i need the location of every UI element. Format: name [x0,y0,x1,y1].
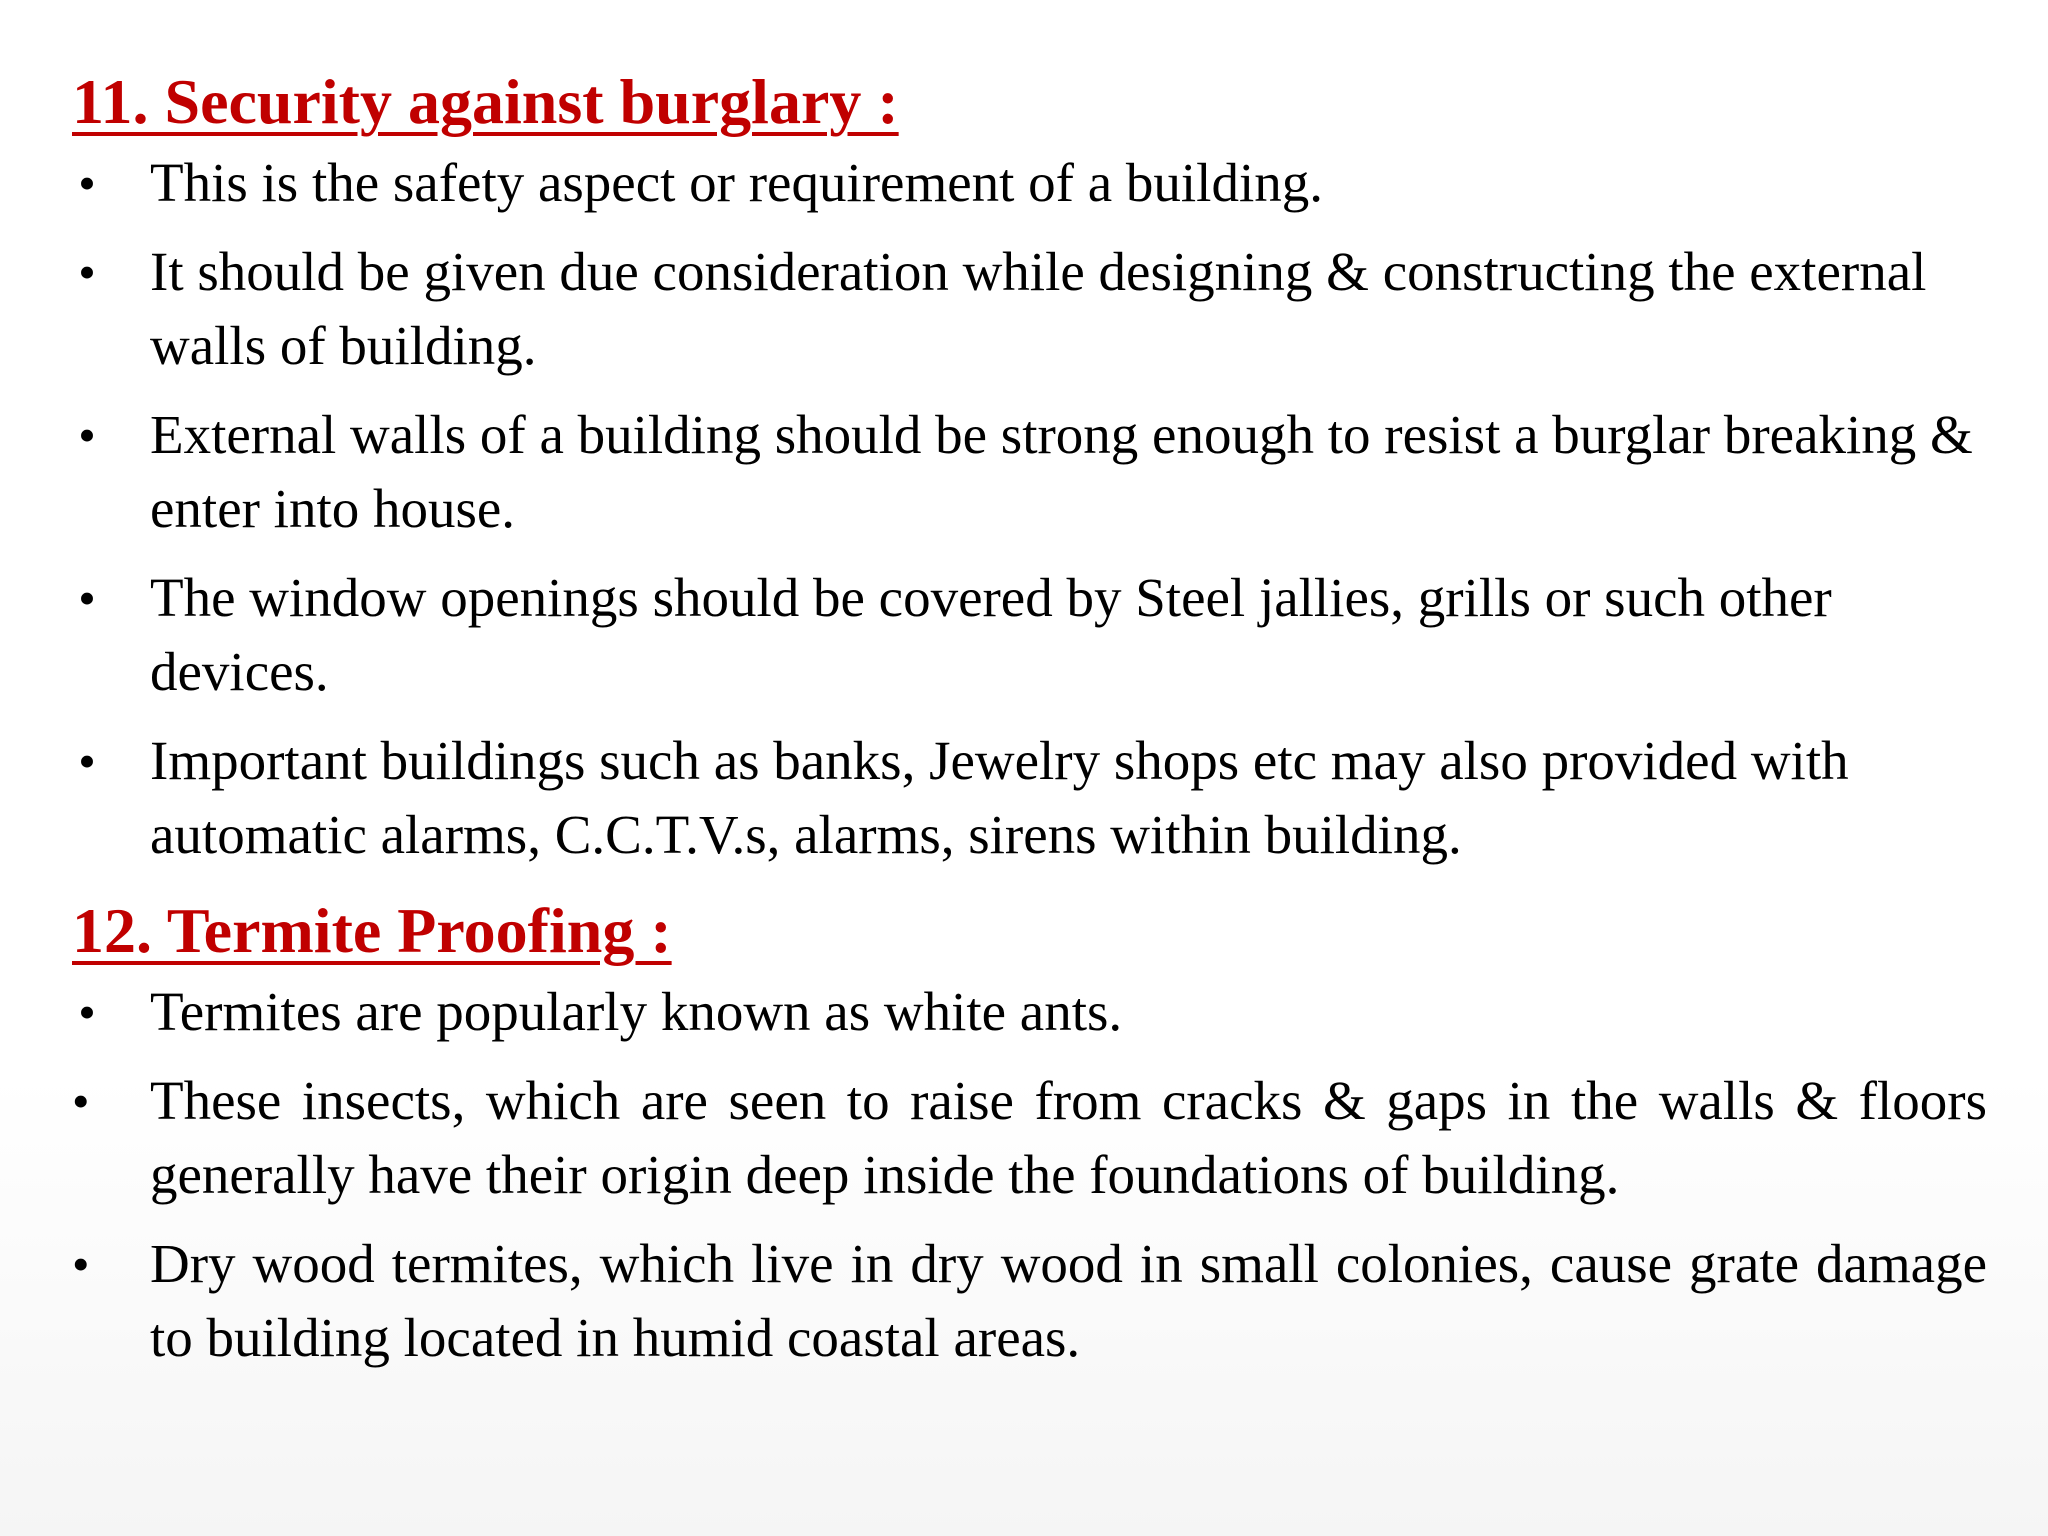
list-item [72,398,1987,546]
bullet-text: Dry wood termites, which live in dry wood in small colonies, cause grate damage to building located in humid coastal areas. [150,1233,1987,1368]
list-item [72,235,1987,383]
termite-bullet-list [72,975,2008,1375]
bullet-text: It should be given due consideration while designing & constructing the external walls of building. [150,241,1927,376]
list-item [72,146,1987,220]
bullet-icon: • [78,407,96,463]
security-bullet-list [72,146,2008,872]
list-item [72,724,1987,872]
list-item [72,975,1987,1049]
bullet-text: External walls of a building should be strong enough to resist a burglar breaking & enter into house. [150,404,1973,539]
bullet-text: Important buildings such as banks, Jewelry shops etc may also provided with automatic alarms, C.C.T.V.s, alarms, sirens within building. [150,730,1849,865]
bullet-icon: • [78,570,96,626]
bullet-icon: • [78,984,96,1040]
section-heading-termite: 12. Termite Proofing : [72,895,672,966]
bullet-text: These insects, which are seen to raise from cracks & gaps in the walls & floors generally have their origin deep inside the foundations of building. [150,1070,1987,1205]
list-item [72,561,1987,709]
bullet-text: Termites are popularly known as white ants. [150,981,1123,1042]
bullet-icon: • [72,1073,90,1129]
bullet-text: The window openings should be covered by Steel jallies, grills or such other devices. [150,567,1832,702]
section-heading-security: 11. Security against burglary : [72,66,899,137]
bullet-icon: • [78,244,96,300]
bullet-icon: • [72,1236,90,1292]
list-item [72,1064,1987,1212]
bullet-text: This is the safety aspect or requirement of a building. [150,152,1323,213]
list-item [72,1227,1987,1375]
bullet-icon: • [78,155,96,211]
bullet-icon: • [78,733,96,789]
